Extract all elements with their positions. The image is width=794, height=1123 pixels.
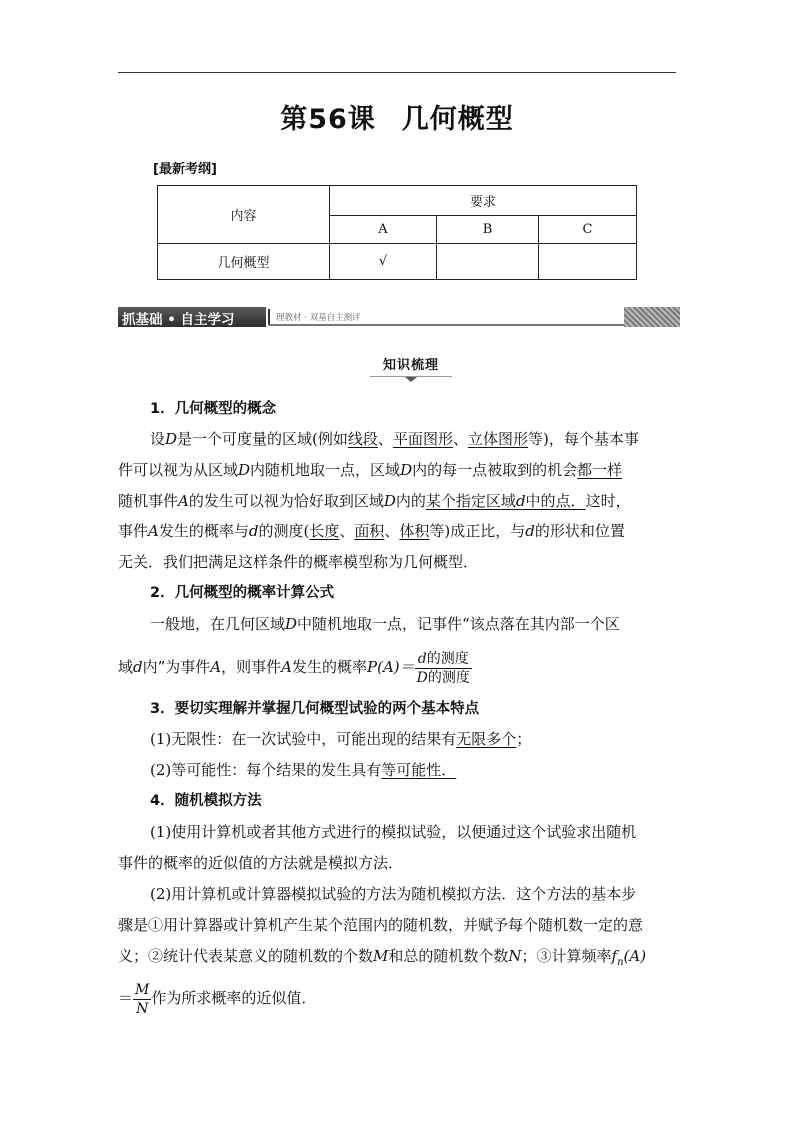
requirement-header: 要求 [330,186,637,216]
banner-title: 抓基础 • 自主学习 [122,312,235,328]
banner-pattern [624,307,680,327]
mark-cell [539,244,637,280]
sec2-line2: 域d内”为事件A，则事件A发生的概率P(A)＝ $\frac{\text{d的测度}}{\text{D的测度}}$ [118,650,470,686]
sec4-p2-line2: 骤是①用计算器或计算机产生某个范围内的随机数，并赋予每个随机数一定的意 [118,916,644,934]
sec4-p2-line1: (2)用计算机或计算器模拟试验的方法为随机模拟方法．这个方法的基本步 [150,885,637,903]
section-banner [118,307,680,327]
sec3-heading: 3．要切实理解并掌握几何概型试验的两个基本特点 [150,701,480,717]
level-a: A [330,216,437,244]
frequency-fraction: $\frac{M}{N}$ [135,981,150,1017]
sec1-line1: 设D是一个可度量的区域(例如线段、平面图形、立体图形等)，每个基本事 [150,430,639,448]
sec2-line1: 一般地，在几何区域D中随机地取一点，记事件“该点落在其内部一个区 [150,615,620,633]
sec4-p2-line3: 义；②统计代表某意义的随机数的个数M和总的随机数个数N；③计算频率$f_n(A)$ [118,947,647,968]
section-badge: 知识梳理 [370,356,452,382]
probability-fraction: $\frac{\text{d的测度}}{\text{D的测度}}$ [416,650,470,686]
content-header: 内容 [158,186,330,244]
level-c: C [539,216,637,244]
sec2-heading: 2．几何概型的概率计算公式 [150,585,335,601]
table-row [158,244,637,280]
sec3-line1: (1)无限性：在一次试验中，可能出现的结果有无限多个； [150,730,532,748]
sec1-line4: 事件A发生的概率与d的测度(长度、面积、体积等)成正比，与d的形状和位置 [118,522,625,540]
lesson-title: 第56课 几何概型 [280,104,514,135]
down-arrow-icon [405,377,417,382]
level-b: B [437,216,539,244]
banner-subtitle: 理教材 · 双基自主测评 [276,313,361,323]
sec4-heading: 4．随机模拟方法 [150,793,262,809]
sec4-p1-line2: 事件的概率的近似值的方法就是模拟方法． [118,854,404,872]
topic-cell: 几何概型 [158,244,330,280]
outline-label: [最新考纲] [153,162,217,177]
sec1-line3: 随机事件A的发生可以视为恰好取到区域D内的某个指定区域d中的点．这时， [118,492,631,510]
sec1-line2: 件可以视为从区域D内随机地取一点，区域D内的每一点被取到的机会都一样 [118,461,623,479]
sec1-heading: 1．几何概型的概念 [150,401,277,417]
sec4-p1-line1: (1)使用计算机或者其他方式进行的模拟试验，以便通过这个试验求出随机 [150,823,637,841]
sec3-line2: (2)等可能性：每个结果的发生具有等可能性． [150,761,457,779]
check-mark: √ [330,244,437,280]
mark-cell [437,244,539,280]
requirements-table [157,185,637,280]
header-rule [118,72,676,73]
sec4-p2-line4: ＝ $\frac{M}{N}$ 作为所求概率的近似值． [118,981,317,1017]
sec1-line5: 无关．我们把满足这样条件的概率模型称为几何概型． [118,553,479,571]
